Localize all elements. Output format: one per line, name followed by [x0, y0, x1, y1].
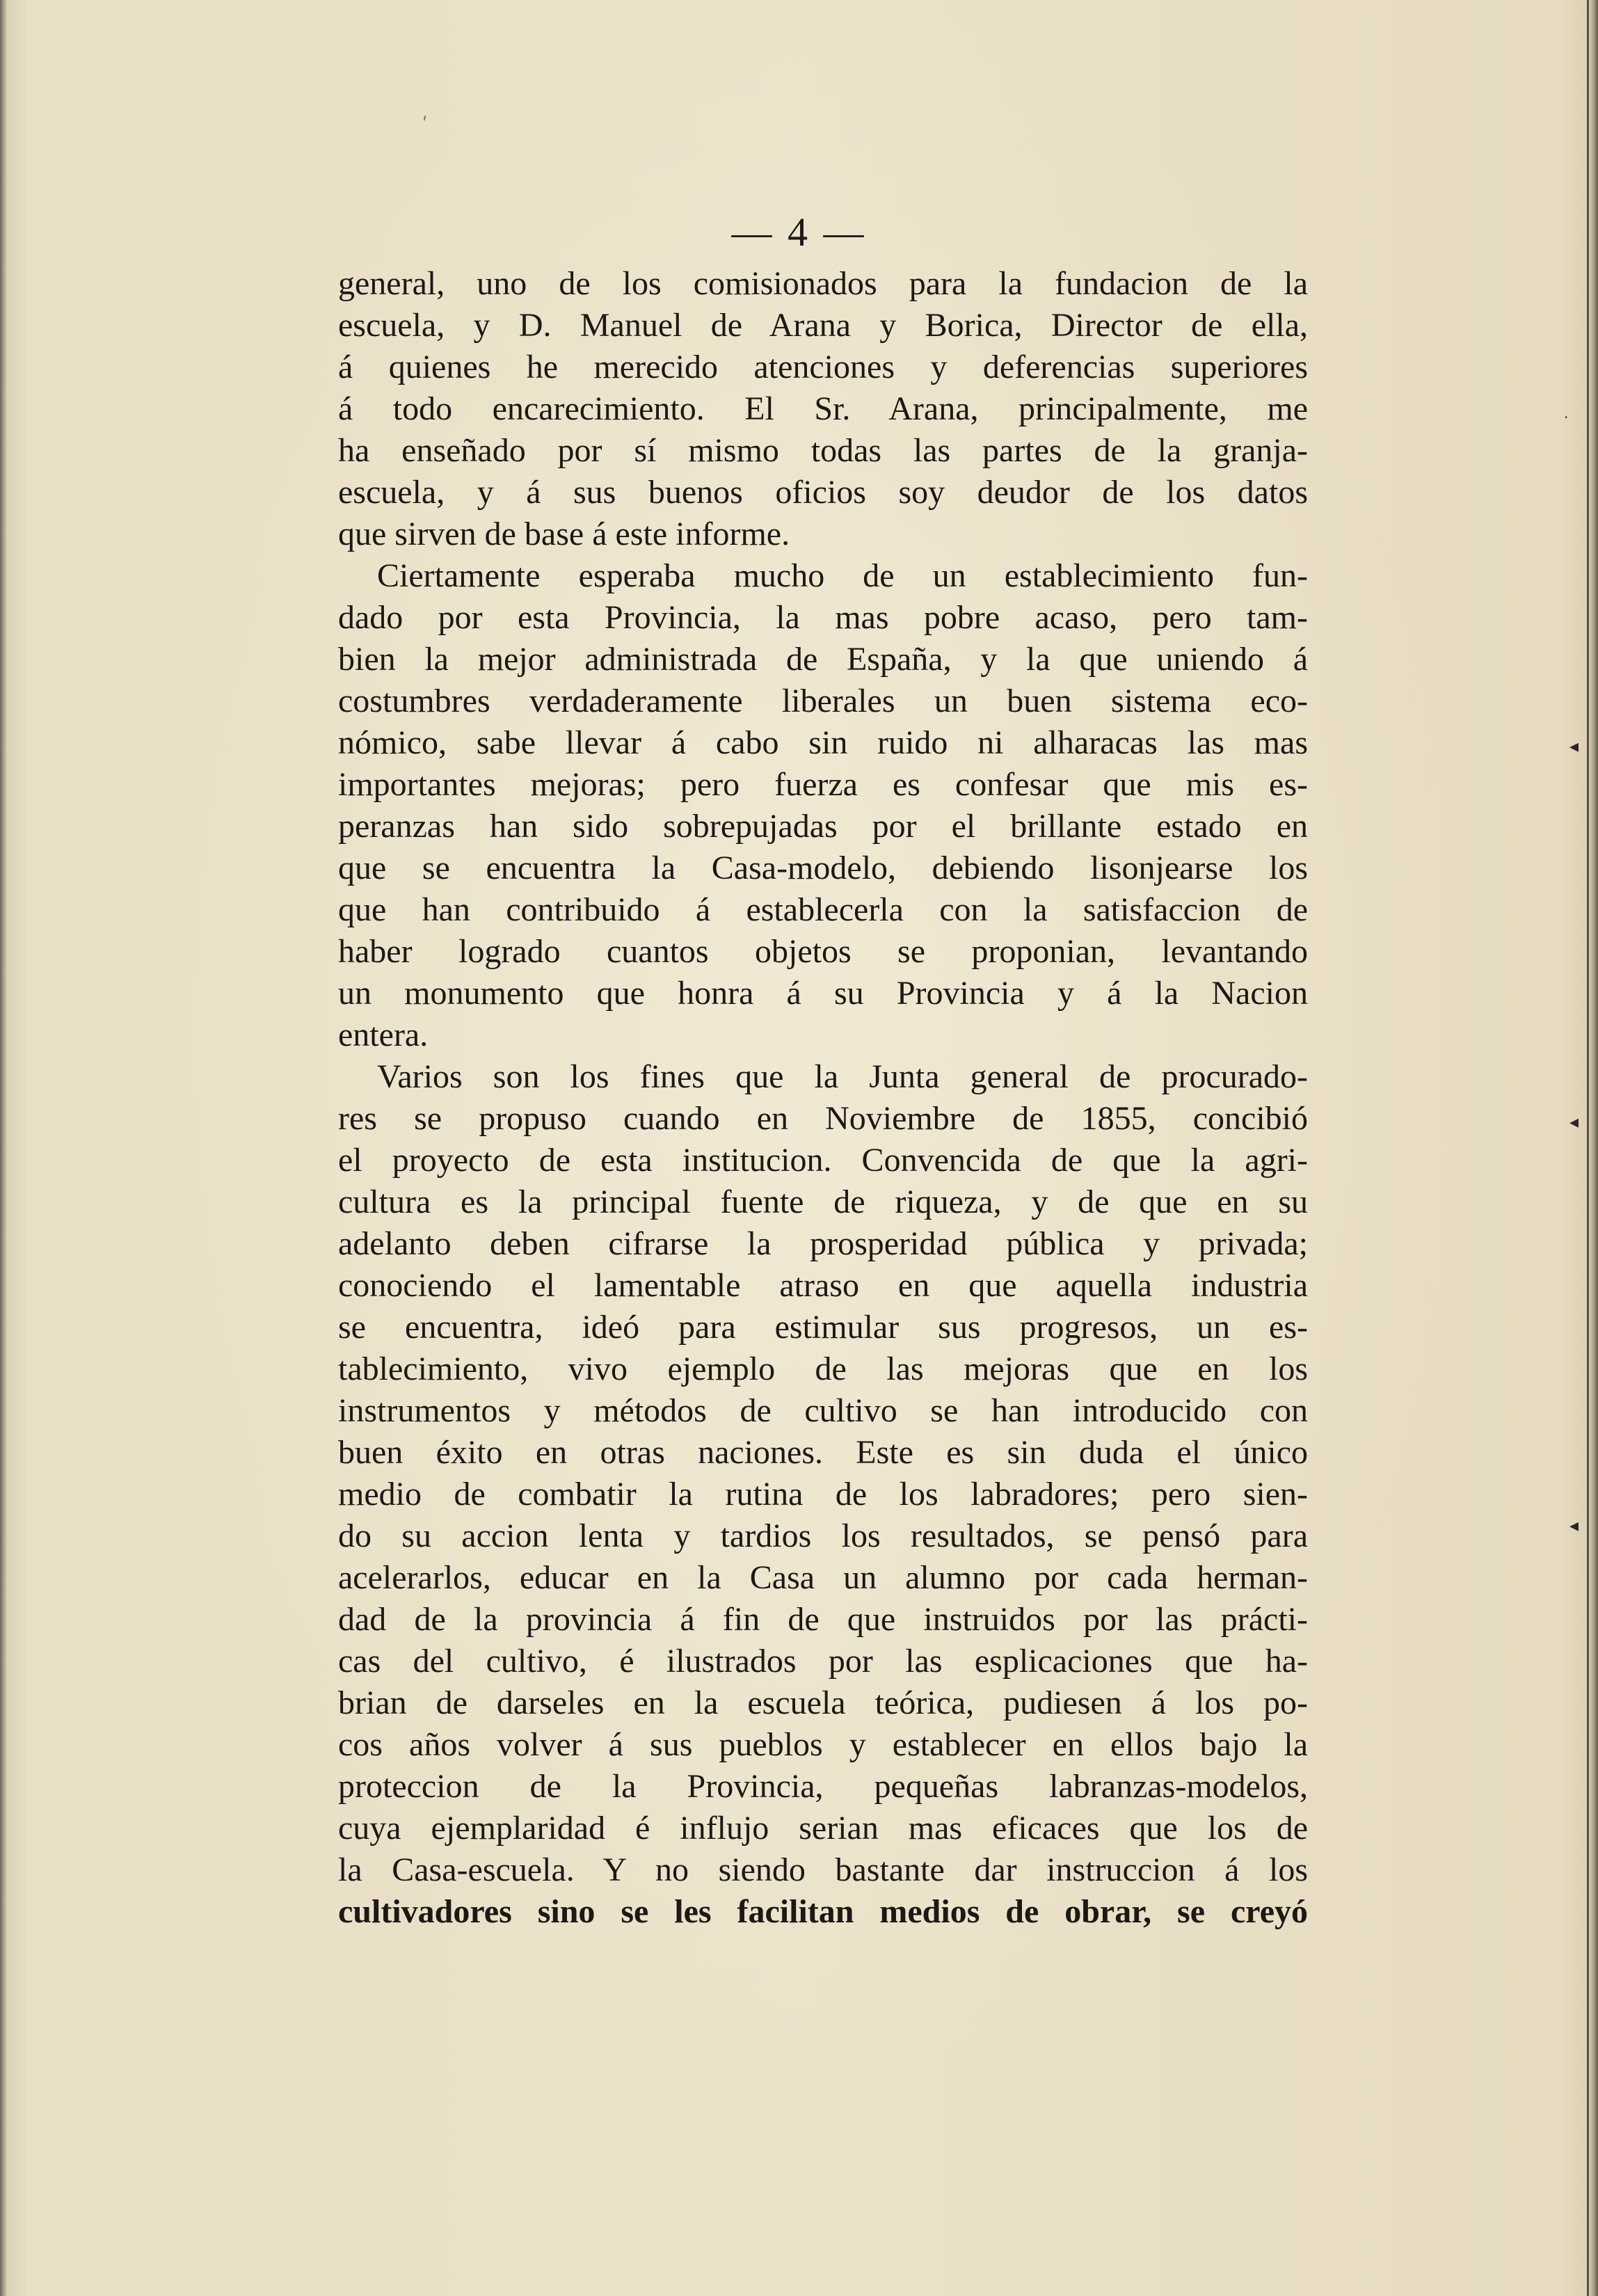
- text-line: escuela, y á sus buenos oficios soy deudor de los datos: [338, 474, 1308, 511]
- text-line: res se propuso cuando en Noviembre de 1855, concibió: [338, 1100, 1308, 1137]
- text-line: se encuentra, ideó para estimular sus progresos, un es-: [338, 1309, 1308, 1346]
- paragraph-first-line: Varios son los fines que la Junta general de procurado-: [377, 1058, 1308, 1095]
- page-left-edge: [0, 0, 7, 2296]
- text-line: conociendo el lamentable atraso en que aquella industria: [338, 1267, 1308, 1304]
- text-line: peranzas han sido sobrepujadas por el brillante estado en: [338, 808, 1308, 845]
- ink-speck: ´: [417, 112, 439, 139]
- text-line: que han contribuido á establecerla con la satisfaccion de: [338, 891, 1308, 928]
- text-line: importantes mejoras; pero fuerza es confesar que mis es-: [338, 766, 1308, 803]
- text-line: la Casa-escuela. Y no siendo bastante dar instruccion á los: [338, 1851, 1308, 1888]
- text-line: un monumento que honra á su Provincia y á la Nacion: [338, 975, 1308, 1012]
- text-line: el proyecto de esta institucion. Convencida de que la agri-: [338, 1142, 1308, 1179]
- body-text: [338, 263, 1308, 1933]
- text-line: proteccion de la Provincia, pequeñas labranzas-modelos,: [338, 1768, 1308, 1805]
- text-line: haber logrado cuantos objetos se proponian, levantando: [338, 933, 1308, 970]
- margin-mark: ◂: [1569, 736, 1579, 757]
- text-line: acelerarlos, educar en la Casa un alumno por cada herman-: [338, 1559, 1308, 1596]
- text-line: cultivadores sino se les facilitan medios de obrar, se creyó: [338, 1893, 1308, 1930]
- text-line: general, uno de los comisionados para la fundacion de la: [338, 265, 1308, 302]
- page-number: — 4 —: [731, 209, 867, 255]
- text-line: medio de combatir la rutina de los labradores; pero sien-: [338, 1476, 1308, 1513]
- margin-mark: ◂: [1569, 1515, 1579, 1536]
- text-line: buen éxito en otras naciones. Este es sin duda el único: [338, 1434, 1308, 1471]
- text-line: á quienes he merecido atenciones y deferencias superiores: [338, 349, 1308, 385]
- page-binding-rule: [1587, 0, 1589, 2296]
- margin-dot: ·: [1564, 409, 1569, 426]
- text-line: cuya ejemplaridad é influjo serian mas eficaces que los de: [338, 1810, 1308, 1847]
- page-right-edge: [1590, 0, 1598, 2296]
- paragraph-first-line: Ciertamente esperaba mucho de un establecimiento fun-: [377, 557, 1308, 594]
- text-line: escuela, y D. Manuel de Arana y Borica, Director de ella,: [338, 307, 1308, 344]
- text-line: cas del cultivo, é ilustrados por las esplicaciones que ha-: [338, 1643, 1308, 1680]
- text-line: tablecimiento, vivo ejemplo de las mejoras que en los: [338, 1350, 1308, 1387]
- text-line: do su accion lenta y tardios los resultados, se pensó para: [338, 1517, 1308, 1554]
- text-line: costumbres verdaderamente liberales un buen sistema eco-: [338, 683, 1308, 719]
- text-line: bien la mejor administrada de España, y la que uniendo á: [338, 641, 1308, 678]
- text-line: dad de la provincia á fin de que instruidos por las prácti-: [338, 1601, 1308, 1638]
- margin-mark: ◂: [1569, 1112, 1579, 1133]
- text-line: entera.: [338, 1017, 429, 1053]
- text-line: adelanto deben cifrarse la prosperidad pública y privada;: [338, 1225, 1308, 1262]
- text-line: cos años volver á sus pueblos y establecer en ellos bajo la: [338, 1726, 1308, 1763]
- text-line: dado por esta Provincia, la mas pobre acaso, pero tam-: [338, 599, 1308, 636]
- text-line: brian de darseles en la escuela teórica, pudiesen á los po-: [338, 1684, 1308, 1721]
- text-line: que se encuentra la Casa-modelo, debiendo lisonjearse los: [338, 850, 1308, 886]
- text-line: instrumentos y métodos de cultivo se han introducido con: [338, 1392, 1308, 1429]
- text-line: que sirven de base á este informe.: [338, 516, 790, 552]
- text-line: á todo encarecimiento. El Sr. Arana, principalmente, me: [338, 390, 1308, 427]
- text-line: ha enseñado por sí mismo todas las partes de la granja-: [338, 432, 1308, 469]
- text-line: cultura es la principal fuente de riqueza, y de que en su: [338, 1183, 1308, 1220]
- text-line: nómico, sabe llevar á cabo sin ruido ni alharacas las mas: [338, 724, 1308, 761]
